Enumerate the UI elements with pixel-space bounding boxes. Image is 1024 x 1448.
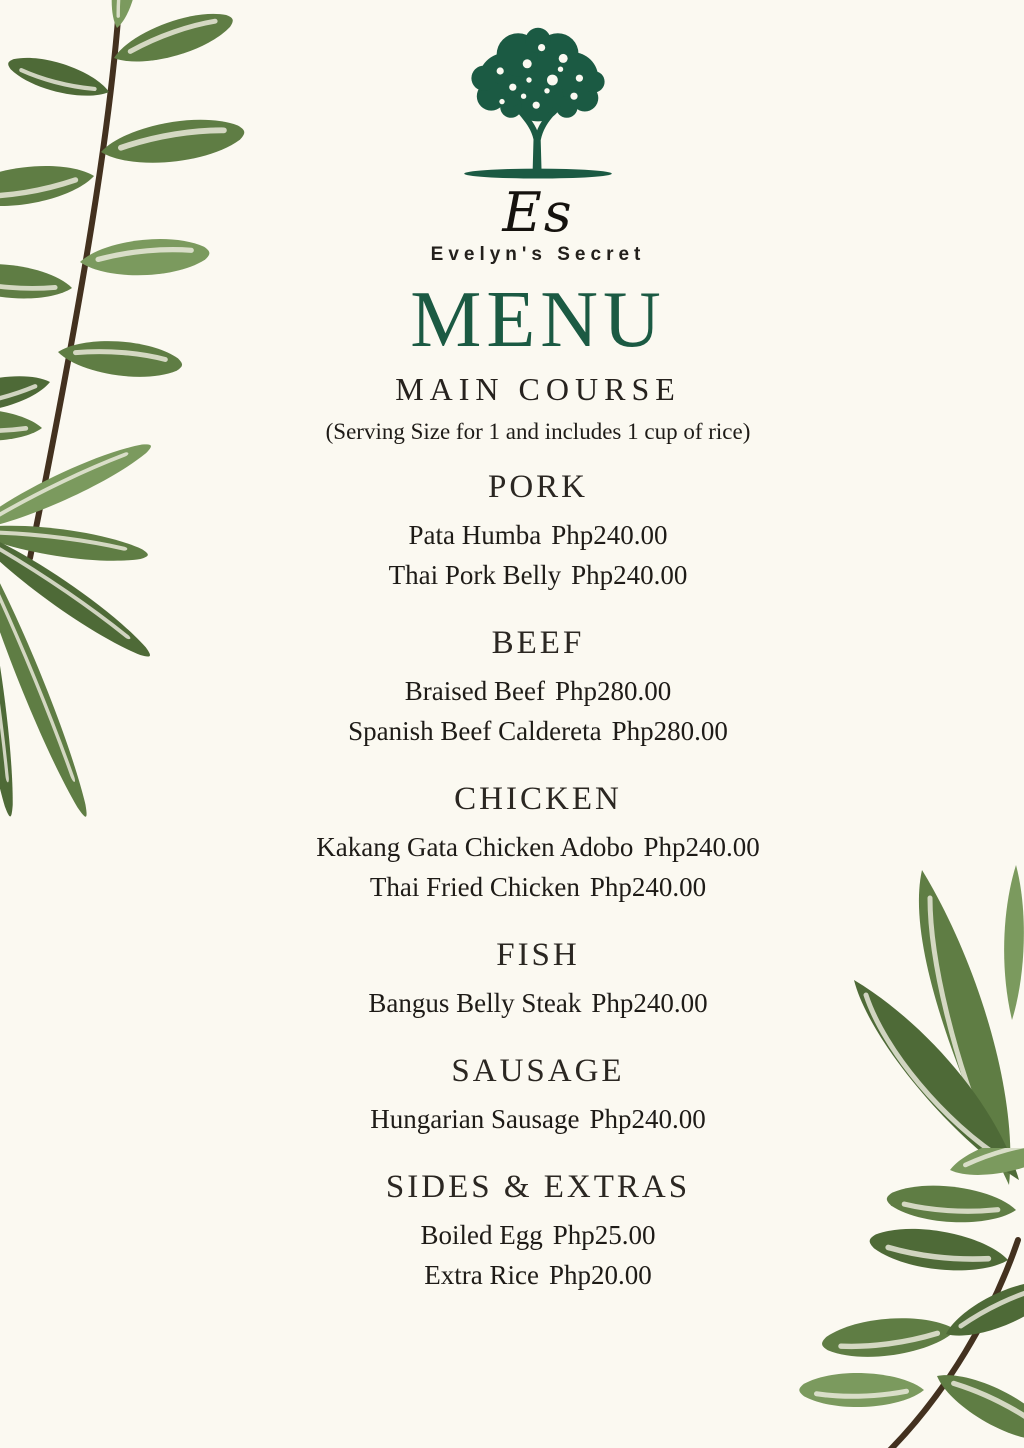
serving-size-note: (Serving Size for 1 and includes 1 cup of rice)	[325, 418, 751, 444]
menu-section	[316, 1169, 759, 1295]
menu-sections	[316, 469, 759, 1325]
section-heading: PORK	[487, 469, 588, 506]
section-heading: SIDES & EXTRAS	[385, 1169, 691, 1206]
item-price: Php240.00	[589, 872, 707, 903]
menu-title: MENU	[410, 276, 666, 365]
item-price: Php240.00	[589, 1104, 706, 1135]
menu-section	[316, 937, 759, 1023]
section-heading: FISH	[496, 937, 580, 974]
section-heading: BEEF	[491, 625, 585, 662]
item-name: Thai Pork Belly	[388, 560, 562, 591]
item-name: Extra Rice	[424, 1260, 539, 1291]
menu-section	[316, 469, 759, 595]
item-name: Spanish Beef Caldereta	[348, 716, 602, 747]
menu-section	[316, 781, 759, 907]
menu-section	[316, 625, 759, 751]
section-items	[316, 1099, 759, 1139]
item-price: Php240.00	[643, 832, 760, 863]
section-items	[316, 827, 759, 907]
menu-item	[316, 555, 759, 595]
item-price: Php280.00	[554, 676, 672, 707]
menu-item	[316, 867, 759, 907]
menu-item	[316, 671, 759, 711]
tree-logo-icon	[448, 26, 628, 179]
section-items	[316, 1215, 759, 1295]
item-name: Boiled Egg	[420, 1220, 543, 1251]
item-name: Bangus Belly Steak	[368, 988, 582, 1019]
section-items	[316, 983, 759, 1023]
item-name: Braised Beef	[404, 676, 545, 707]
section-heading: SAUSAGE	[451, 1053, 625, 1090]
section-items	[316, 671, 759, 751]
item-name: Kakang Gata Chicken Adobo	[316, 832, 634, 863]
menu-item	[316, 711, 759, 751]
item-price: Php25.00	[552, 1220, 656, 1251]
section-heading: CHICKEN	[454, 781, 622, 818]
menu-course-subtitle: MAIN COURSE	[395, 371, 681, 408]
brand-monogram: Es	[502, 181, 574, 244]
brand-name: Evelyn's Secret	[430, 244, 646, 266]
item-name: Pata Humba	[408, 520, 542, 551]
item-name: Thai Fried Chicken	[369, 872, 580, 903]
menu-section	[316, 1053, 759, 1139]
menu-item	[316, 983, 759, 1023]
menu-item	[316, 1255, 759, 1295]
item-price: Php20.00	[548, 1260, 652, 1291]
menu-item	[316, 1215, 759, 1255]
menu-item	[316, 1099, 759, 1139]
item-price: Php280.00	[611, 716, 728, 747]
menu-item	[316, 515, 759, 555]
menu-item	[316, 827, 759, 867]
item-name: Hungarian Sausage	[370, 1104, 580, 1135]
item-price: Php240.00	[591, 988, 708, 1019]
item-price: Php240.00	[551, 520, 668, 551]
section-items	[316, 515, 759, 595]
item-price: Php240.00	[571, 560, 688, 591]
